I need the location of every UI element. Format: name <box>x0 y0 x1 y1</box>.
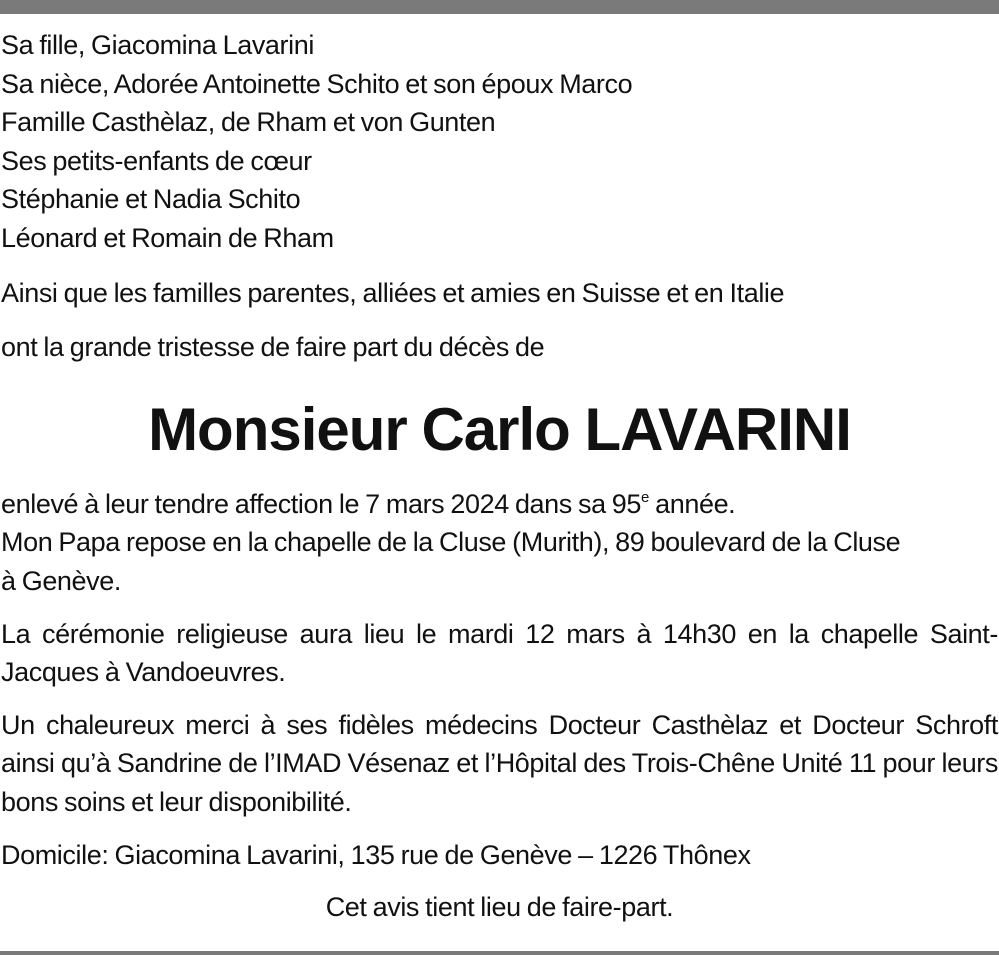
ordinal-suffix: e <box>641 488 649 506</box>
death-date-end: année. <box>649 488 736 519</box>
extended-family-line: Ainsi que les familles parentes, alliées et amies en Suisse et en Italie <box>1 277 785 308</box>
domicile-line: Domicile: Giacomina Lavarini, 135 rue de Genève – 1226 Thônex <box>1 839 751 870</box>
family-line: Sa fille, Giacomina Lavarini <box>1 30 314 60</box>
thanks-paragraph: Un chaleureux merci à ses fidèles médecins Docteur Casthèlaz et Docteur Schroft ainsi qu’à Sandrine de l’IMAD Vésenaz et l’Hôpital des Trois-Chêne Unité 11 pour leurs bons soins et leur disponibilité. <box>1 709 998 817</box>
bottom-rule <box>0 951 999 955</box>
top-rule <box>0 0 999 14</box>
family-line: Léonard et Romain de Rham <box>1 222 334 253</box>
repose-line: Mon Papa repose en la chapelle de la Cluse (Murith), 89 boulevard de la Cluse <box>1 527 901 558</box>
death-date-text: enlevé à leur tendre affection le 7 mars 2024 dans sa 95 <box>1 488 642 519</box>
death-date-line <box>1 485 998 524</box>
family-line: Sa nièce, Adorée Antoinette Schito et son époux Marco <box>1 68 633 99</box>
obituary-notice <box>1 26 998 927</box>
ceremony-paragraph: La cérémonie religieuse aura lieu le mardi 12 mars à 14h30 en la chapelle Saint-Jacques à Vandoeuvres. <box>1 618 998 688</box>
announcement-line: ont la grande tristesse de faire part du décès de <box>1 332 545 363</box>
repose-line-2: à Genève. <box>1 565 121 596</box>
family-line: Ses petits-enfants de cœur <box>1 145 312 176</box>
family-line: Stéphanie et Nadia Schito <box>1 184 301 215</box>
deceased-name: Monsieur Carlo LAVARINI <box>148 395 851 463</box>
family-line: Famille Casthèlaz, de Rham et von Gunten <box>1 107 496 138</box>
notice-line: Cet avis tient lieu de faire-part. <box>325 892 674 923</box>
